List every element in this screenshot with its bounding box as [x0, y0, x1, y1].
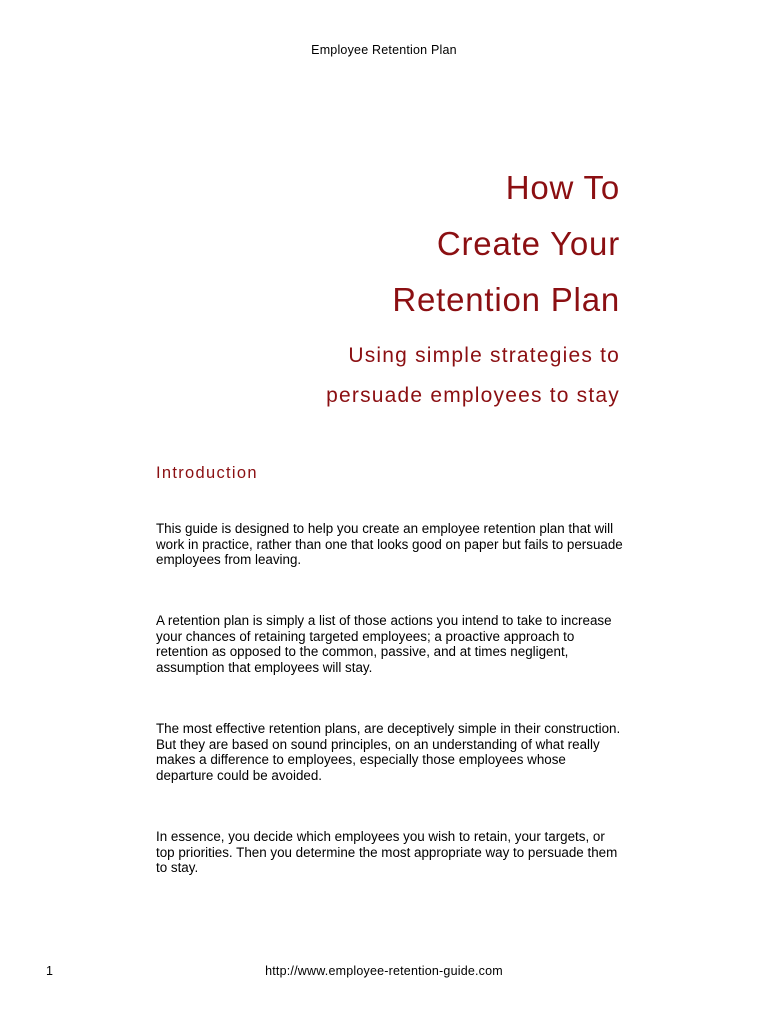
paragraph-3: The most effective retention plans, are deceptively simple in their construction. But they are based on sound principles, on an understanding of what really makes a difference to employees, especially those employees whose departure could be avoided. [156, 721, 621, 783]
running-header: Employee Retention Plan [311, 43, 457, 57]
title-block [326, 160, 620, 416]
title-line-2: Create Your [436, 225, 620, 262]
title-line-1: How To [505, 169, 620, 206]
subtitle-line-1: Using simple strategies to [348, 344, 620, 367]
footer-url: http://www.employee-retention-guide.com [265, 964, 503, 978]
paragraph-1: This guide is designed to help you create an employee retention plan that will work in practice, rather than one that looks good on paper but fails to persuade employees from leaving. [156, 521, 623, 567]
paragraph-4: In essence, you decide which employees you wish to retain, your targets, or top priorities. Then you determine the most appropriate way to persuade them to stay. [156, 829, 618, 875]
page-number: 1 [46, 964, 53, 978]
paragraph-2: A retention plan is simply a list of those actions you intend to take to increase your chances of retaining targeted employees; a proactive approach to retention as opposed to the common, passive, and at times negligent, assumption that employees will stay. [156, 613, 612, 675]
title-line-3: Retention Plan [392, 281, 620, 318]
section-heading: Introduction [156, 464, 258, 482]
subtitle-line-2: persuade employees to stay [326, 384, 620, 407]
subtitle-block [326, 336, 620, 416]
